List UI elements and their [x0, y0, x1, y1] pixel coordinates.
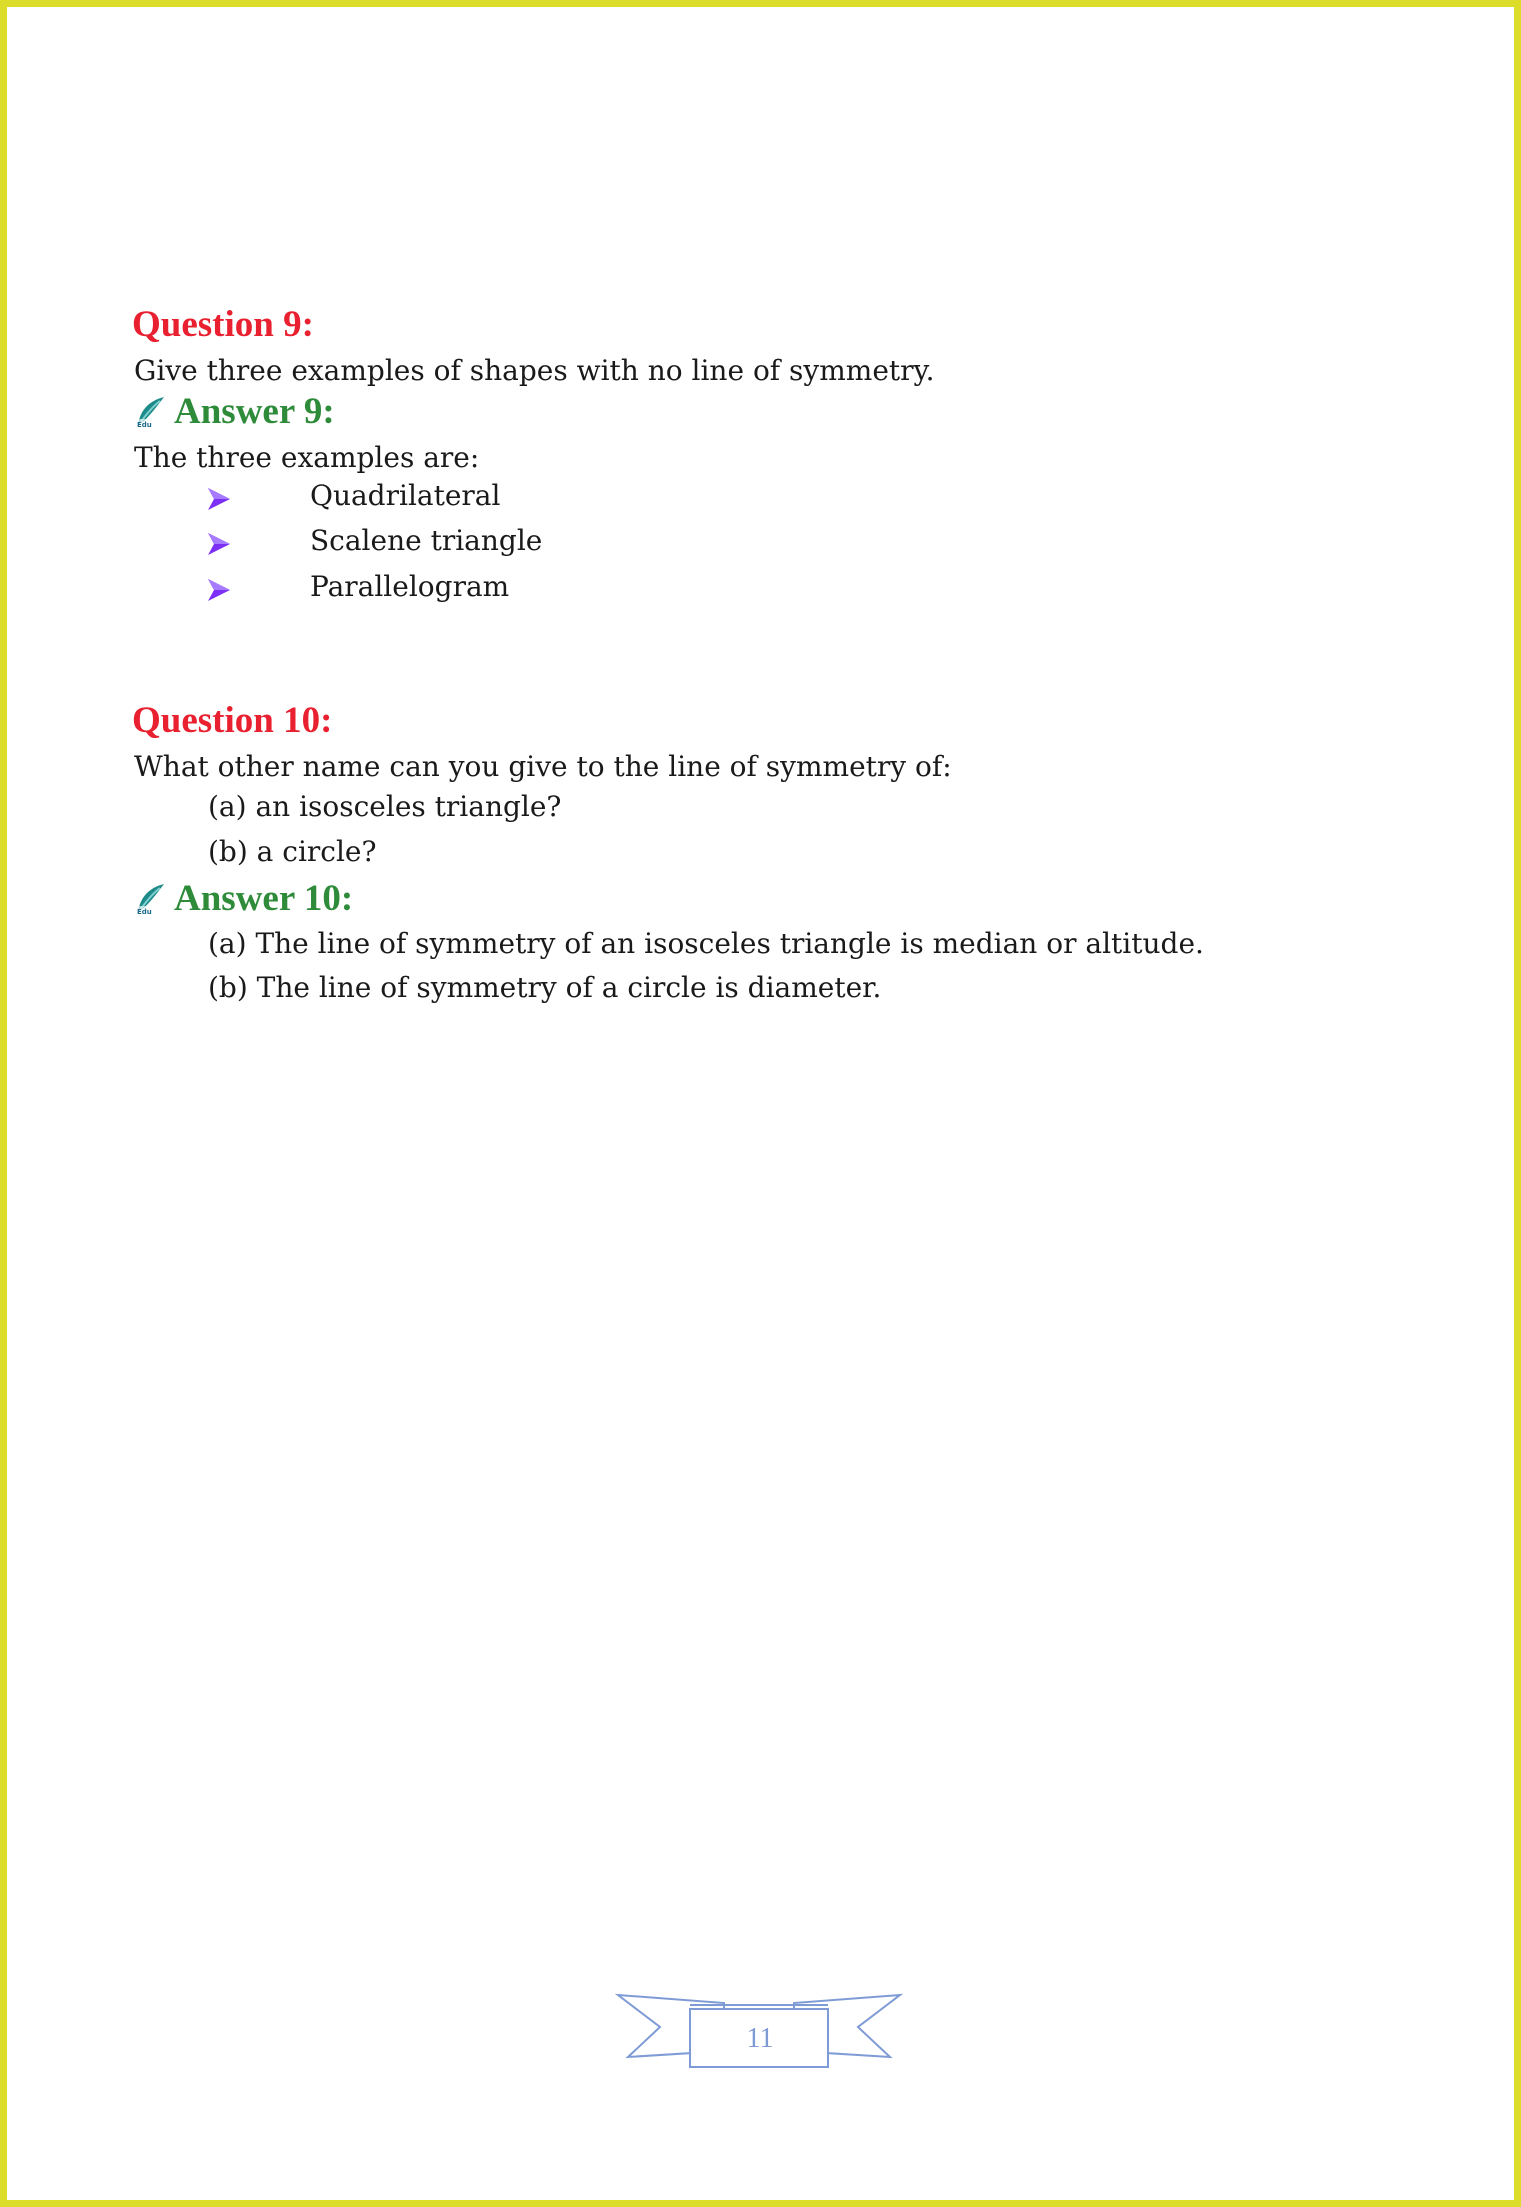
answer-10-heading — [134, 880, 353, 917]
arrow-bullet-icon — [206, 531, 232, 557]
arrow-bullet-icon — [206, 486, 232, 512]
question-10-text: What other name can you give to the line of symmetry of: — [134, 750, 952, 783]
svg-text:Edu: Edu — [137, 907, 152, 916]
question-10-heading: Question 10: — [132, 700, 333, 741]
question-10-part-b: (b) a circle? — [208, 835, 377, 868]
answer-10-part-b: (b) The line of symmetry of a circle is diameter. — [208, 971, 882, 1004]
quill-logo-icon — [134, 395, 168, 429]
answer-9-label: Answer 9: — [174, 391, 335, 432]
arrow-bullet-icon — [206, 577, 232, 603]
answer-9-intro: The three examples are: — [134, 441, 480, 474]
answer-10-label: Answer 10: — [174, 878, 354, 919]
question-10-part-a: (a) an isosceles triangle? — [208, 790, 562, 823]
question-9-text: Give three examples of shapes with no line of symmetry. — [134, 354, 935, 387]
quill-logo-icon — [134, 882, 168, 916]
answer-10-part-a: (a) The line of symmetry of an isosceles triangle is median or altitude. — [208, 927, 1204, 960]
question-9-heading: Question 9: — [132, 304, 314, 345]
page-number: 11 — [746, 2023, 774, 2054]
svg-text:Edu: Edu — [137, 420, 152, 429]
answer-9-heading — [134, 393, 335, 430]
list-item: Scalene triangle — [310, 524, 543, 557]
list-item: Parallelogram — [310, 570, 510, 603]
list-item: Quadrilateral — [310, 479, 501, 512]
